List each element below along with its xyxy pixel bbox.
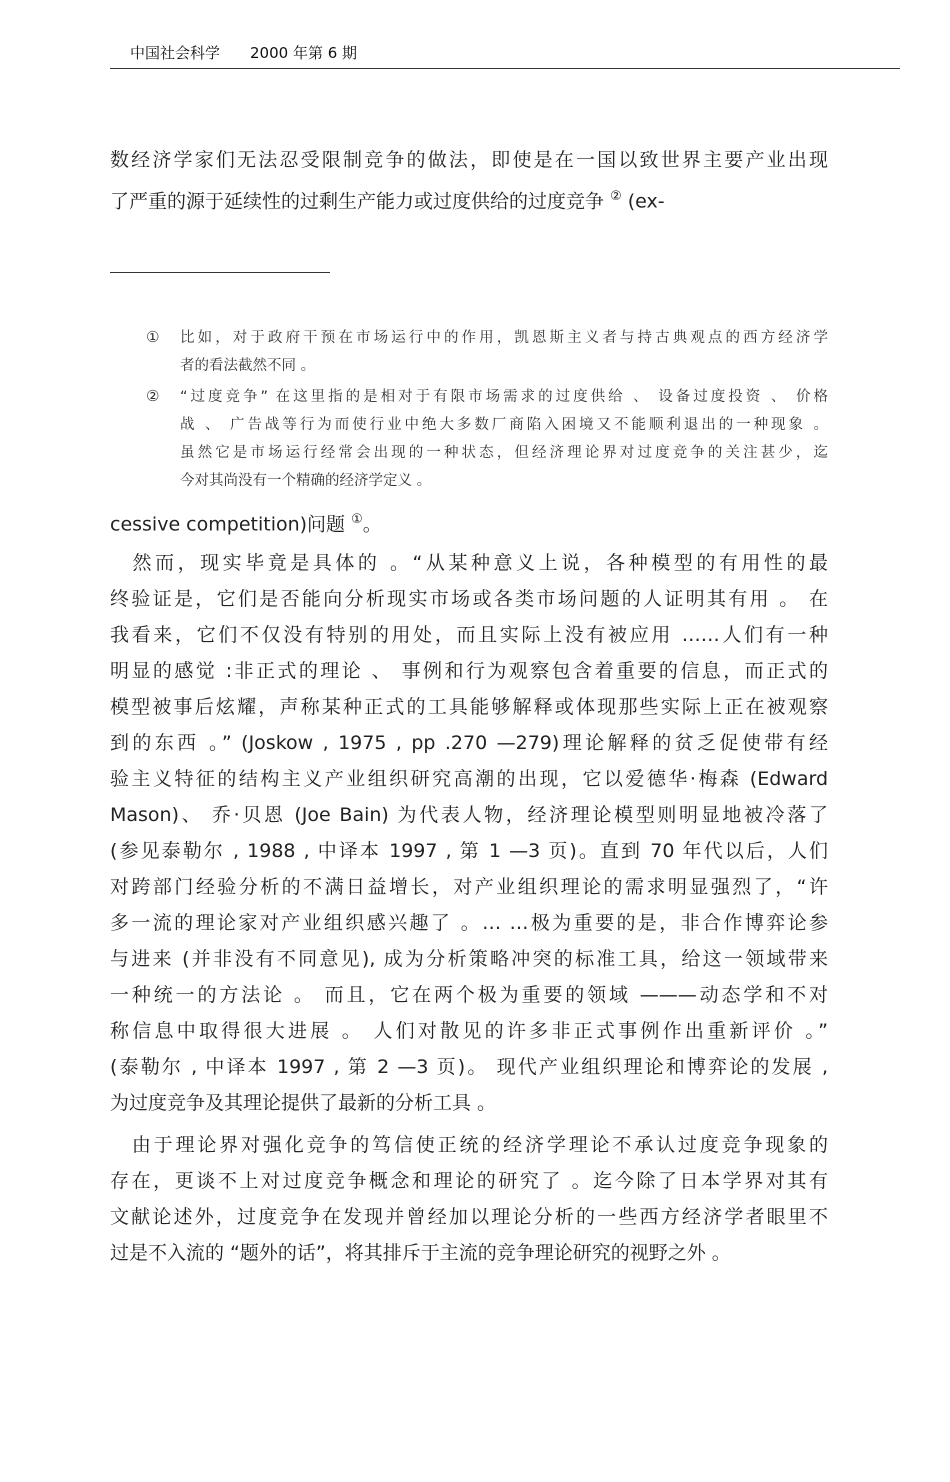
body-line: 明显的感觉 :非正式的理论 、 事例和行为观察包含着重要的信息，而正式的 (110, 660, 828, 682)
body-line: 存在，更谈不上对过度竞争概念和理论的研究了 。迄今除了日本学界对其有 (110, 1170, 828, 1192)
issue-label: 2000 年第 6 期 (250, 44, 358, 62)
footnote-line: 战 、 广告战等行为而使行业中绝大多数厂商陷入困境又不能顺利退出的一种现象 。 (180, 417, 828, 433)
body-line: 数经济学家们无法忍受限制竞争的做法，即使是在一国以致世界主要产业出现 (110, 149, 828, 171)
footnote-line: 今对其尚没有一个精确的经济学定义 。 (180, 473, 432, 489)
body-line: (泰勒尔 , 中译本 1997 , 第 2 —3 页)。 现代产业组织理论和博弈论的发展 , (110, 1056, 828, 1078)
body-line: 文献论述外，过度竞争在发现并曾经加以理论分析的一些西方经济学者眼里不 (110, 1206, 828, 1228)
body-line: (参见泰勒尔 , 1988 , 中译本 1997 , 第 1 —3 页)。直到 70 年代以后，人们 (110, 840, 828, 862)
journal-name: 中国社会科学 (130, 44, 221, 62)
body-line (110, 185, 828, 213)
footnote-line: 者的看法截然不同 。 (180, 358, 316, 374)
body-line: Mason)、 乔·贝恩 (Joe Bain) 为代表人物，经济理论模型则明显地被冷落了 (110, 804, 828, 826)
body-line: 多一流的理论家对产业组织感兴趣了 。… …极为重要的是，非合作博弈论参 (110, 912, 828, 934)
text: 。 (362, 513, 382, 536)
footnote-ref[interactable]: ② (610, 189, 622, 204)
body-line: 我看来，它们不仅没有特别的用处，而且实际上没有被应用 ……人们有一种 (110, 624, 828, 646)
body-line: 终验证是，它们是否能向分析现实市场或各类市场问题的人证明其有用 。 在 (110, 588, 828, 610)
footnote-ref[interactable]: ① (351, 512, 363, 527)
text: (ex- (627, 190, 665, 213)
running-header (130, 42, 387, 63)
text: 了严重的源于延续性的过剩生产能力或过度供给的过度竞争 (110, 190, 605, 213)
body-line: 过是不入流的 “题外的话”，将其排斥于主流的竞争理论研究的视野之外 。 (110, 1242, 731, 1264)
footnote-marker: ② (146, 387, 160, 405)
header-rule (110, 68, 900, 69)
body-line: 验主义特征的结构主义产业组织研究高潮的出现，它以爱德华·梅森 (Edward (110, 768, 828, 790)
body-line: 一种统一的方法论 。 而且，它在两个极为重要的领域 ———动态学和不对 (110, 984, 828, 1006)
footnote-line: “过度竞争” 在这里指的是相对于有限市场需求的过度供给 、 设备过度投资 、 价格 (180, 389, 828, 405)
footnote-marker: ① (146, 328, 160, 346)
text: cessive competition)问题 (110, 513, 346, 536)
footnote-line: 比如，对于政府干预在市场运行中的作用，凯恩斯主义者与持古典观点的西方经济学 (180, 330, 828, 346)
body-line: 为过度竞争及其理论提供了最新的分析工具 。 (110, 1092, 497, 1114)
body-line: 对跨部门经验分析的不满日益增长，对产业组织理论的需求明显强烈了，“许 (110, 876, 828, 898)
body-line: 模型被事后炫耀，声称某种正式的工具能够解释或体现那些实际上正在被观察 (110, 696, 828, 718)
body-line: 然而，现实毕竟是具体的 。“从某种意义上说，各种模型的有用性的最 (110, 552, 828, 574)
body-line: 由于理论界对强化竞争的笃信使正统的经济学理论不承认过度竞争现象的 (110, 1134, 828, 1156)
body-line: 称信息中取得很大进展 。 人们对散见的许多非正式事例作出重新评价 。” (110, 1020, 828, 1042)
footnote-rule (110, 272, 330, 273)
footnote-line: 虽然它是市场运行经常会出现的一种状态，但经济理论界对过度竞争的关注甚少，迄 (180, 445, 828, 461)
body-line (110, 508, 828, 536)
body-line: 与进来 (并非没有不同意见), 成为分析策略冲突的标准工具，给这一领域带来 (110, 948, 828, 970)
body-line: 到的东西 。” (Joskow , 1975 , pp .270 —279)理论解释的贫乏促使带有经 (110, 732, 828, 754)
